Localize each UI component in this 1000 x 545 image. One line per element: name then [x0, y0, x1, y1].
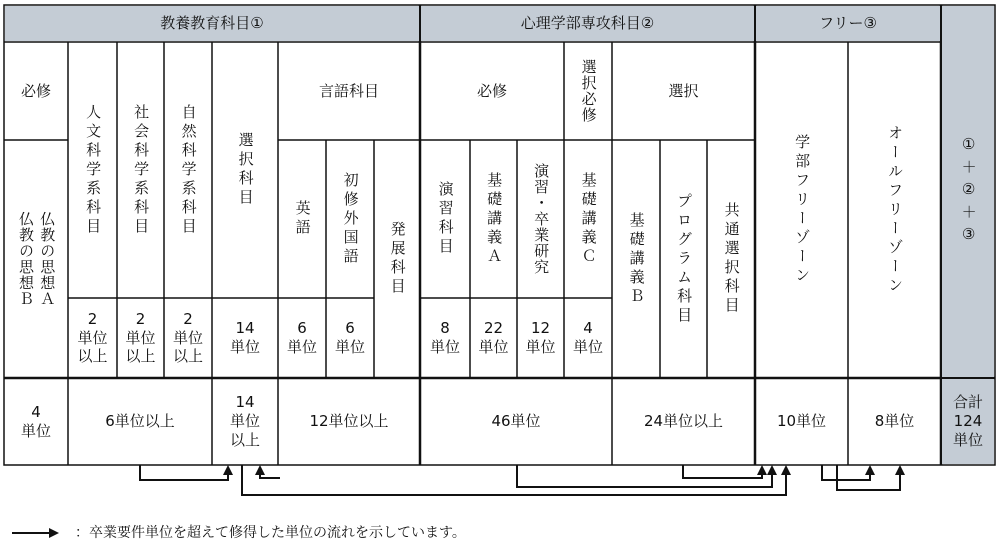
- g1-first-foreign: 初修外国語: [341, 171, 360, 267]
- g1-english-units: 6 単位: [286, 319, 317, 356]
- g2-common: 共通選択科目: [722, 202, 741, 316]
- g1-language-header: 言語科目: [318, 81, 379, 100]
- g1-elective: 選択科目: [236, 132, 255, 208]
- g1-required-subject-b: 仏教の思想Ｂ: [17, 211, 35, 307]
- g1-elective-units: 14 単位: [229, 319, 260, 356]
- bottom-faculty-free-units: 10単位: [776, 412, 827, 431]
- g1-advanced: 発展科目: [388, 221, 407, 297]
- bottom-required-units: 4 単位: [20, 402, 51, 440]
- g1-social: 社会科学系科目: [132, 103, 151, 237]
- g3-faculty-free: 学部フリーゾーン: [793, 134, 812, 286]
- flow-arrow-2: [242, 465, 786, 495]
- g2-required-label: 必修: [476, 81, 507, 100]
- g1-required-label: 必修: [20, 81, 51, 100]
- bottom-total-units: 合計 124 単位: [952, 393, 983, 449]
- g2-seminar: 演習・卒業研究: [532, 163, 551, 275]
- g1-social-units: 2 単位 以上: [125, 309, 156, 366]
- group-header-liberal-arts: 教養教育科目①: [160, 14, 264, 33]
- g2-basic-c-units: 4 単位: [572, 319, 603, 356]
- flow-arrow-6: [822, 465, 870, 480]
- bottom-science-units: 6単位以上: [105, 412, 175, 431]
- g3-all-free: オールフリーゾーン: [886, 124, 905, 296]
- total-header: ①＋②＋③: [959, 134, 978, 249]
- flow-arrow-5: [683, 465, 762, 478]
- g2-basic-c: 基礎講義Ｃ: [579, 171, 598, 267]
- group-header-psychology: 心理学部専攻科目②: [520, 14, 655, 33]
- group-header-free: フリー③: [819, 14, 877, 33]
- g2-basic-a: 基礎講義Ａ: [485, 171, 504, 267]
- bottom-language-units: 12単位以上: [309, 412, 389, 431]
- legend-text: ：卒業要件単位を超えて修得した単位の流れを示しています。: [75, 525, 466, 541]
- g2-exercise: 演習科目: [436, 181, 455, 257]
- flow-arrow-4: [517, 465, 772, 487]
- g2-basic-a-units: 22 単位: [478, 319, 509, 356]
- bottom-all-free-units: 8単位: [874, 412, 915, 431]
- g1-required-subject-a: 仏教の思想Ａ: [38, 211, 57, 307]
- g1-english: 英語: [293, 200, 312, 238]
- flow-arrow-7: [837, 465, 900, 490]
- g1-first-foreign-units: 6 単位: [334, 319, 365, 356]
- g2-program: プログラム科目: [675, 192, 694, 326]
- g2-exercise-units: 8 単位: [429, 319, 460, 356]
- g1-humanities-units: 2 単位 以上: [77, 309, 108, 366]
- g2-basic-b: 基礎講義Ｂ: [627, 211, 646, 307]
- bottom-elective-units: 14 単位 以上: [229, 393, 260, 449]
- flow-arrow-1: [140, 465, 228, 480]
- g1-natural-units: 2 単位 以上: [172, 309, 203, 366]
- g1-required-subject: [4, 140, 68, 378]
- g2-selective-required: 選択必修: [579, 59, 598, 123]
- g1-humanities: 人文科学系科目: [84, 103, 103, 237]
- flow-arrow-3: [260, 468, 280, 478]
- g2-seminar-units: 12 単位: [525, 319, 556, 356]
- bottom-psych-elective-units: 24単位以上: [643, 412, 724, 431]
- g1-natural: 自然科学系科目: [179, 103, 198, 237]
- bottom-psych-required-units: 46単位: [491, 412, 541, 431]
- g2-elective-label: 選択: [668, 81, 699, 100]
